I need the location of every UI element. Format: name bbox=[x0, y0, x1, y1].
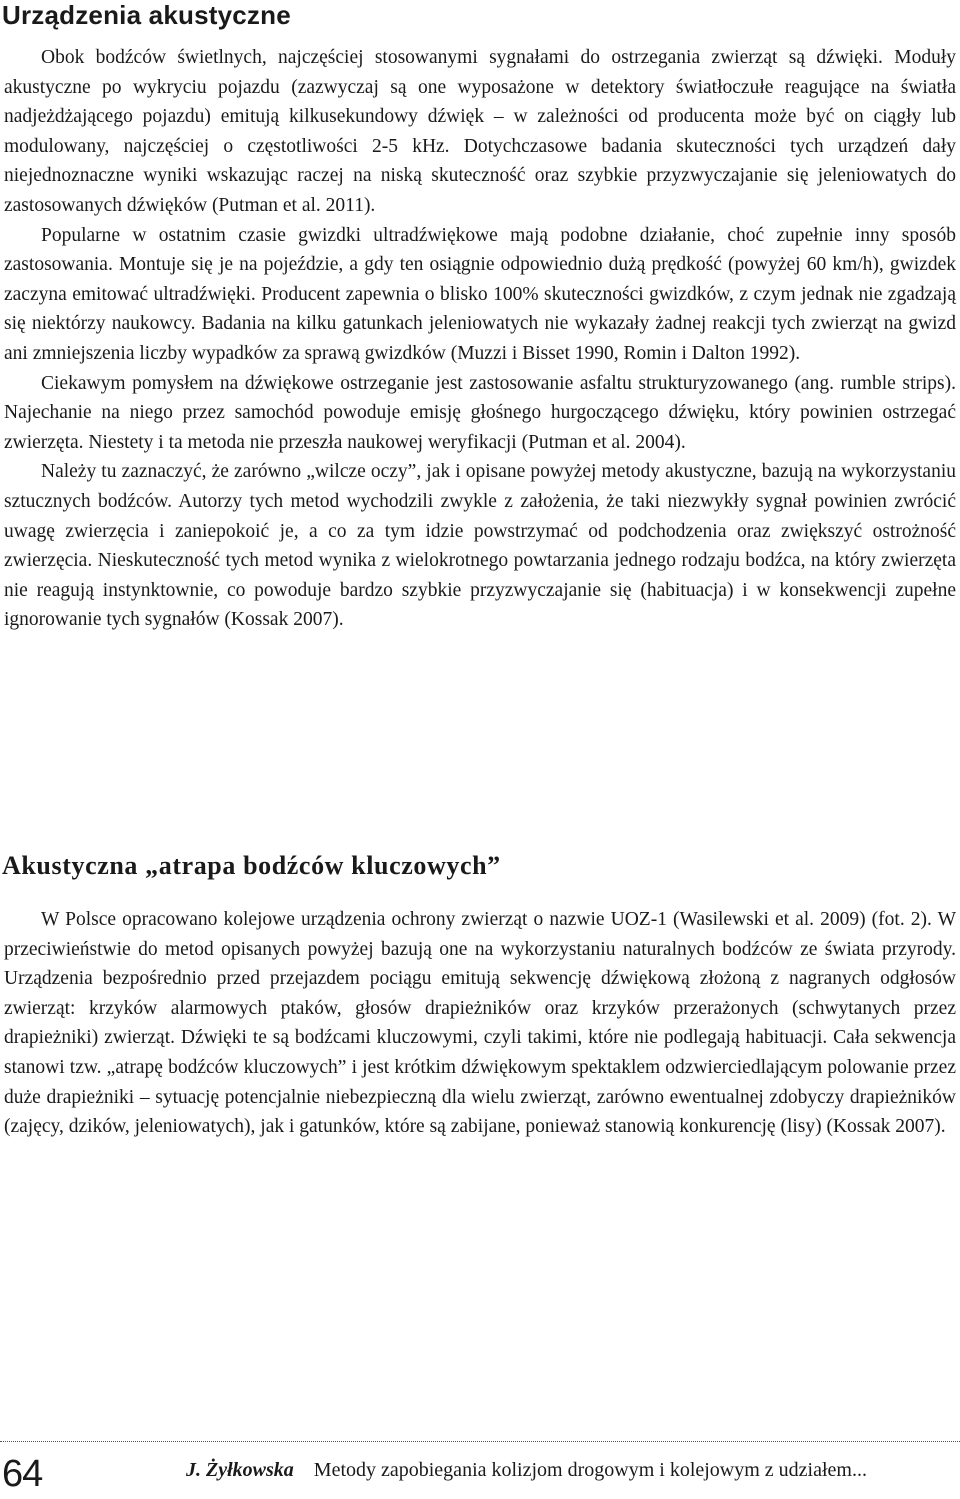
paragraph: Należy tu zaznaczyć, że zarówno „wilcze oczy”, jak i opisane powyżej metody akustyczne, bazują na wykorzystaniu sztucznych bodźców. Autorzy tych metod wychodzili zwykle z założenia, że taki niezwykły sygnał powinien zwrócić uwagę zwierzęcia i zaniepokoić je, a co za tym idzie powstrzymać od podchodzenia oraz zwiększyć ostrożność zwierzęcia. Nieskuteczność tych metod wynika z wielokrotnego powtarzania jednego rodzaju bodźca, na który zwierzęta nie reagują instynktownie, co powoduje bardzo szybkie przyzwyczajanie się (habituacja) i w konsekwencji zupełne ignorowanie tych sygnałów (Kossak 2007). bbox=[4, 461, 956, 631]
footer-title: Metody zapobiegania kolizjom drogowym i kolejowym z udziałem... bbox=[313, 1459, 867, 1481]
paragraph: Ciekawym pomysłem na dźwiękowe ostrzeganie jest zastosowanie asfaltu strukturyzowanego (ang. rumble strips). Najechanie na niego przez samochód powoduje emisję głośnego hurgoczącego dźwięku, który powinien ostrzegać zwierzęta. Niestety i ta metoda nie przeszła naukowej weryfikacji (Putman et al. 2004). bbox=[4, 372, 956, 453]
paragraph: Obok bodźców świetlnych, najczęściej stosowanymi sygnałami do ostrzegania zwierząt są dźwięki. Moduły akustyczne po wykryciu pojazdu (zazwyczaj są one wyposażone w detektory światłoczułe reagujące na światła nadjeżdżającego pojazdu) emitują kilkusekundowy dźwięk – w zależności od producenta może być on ciągły lub modulowany, najczęściej o częstotliwości 2-5 kHz. Dotychczasowe badania skuteczności tych urządzeń dały niejednoznaczne wyniki wskazując raczej na niską skuteczność oraz szybkie przyzwyczajanie się jeleniowatych do zastosowanych dźwięków (Putman et al. 2011). bbox=[4, 47, 956, 216]
footer-divider bbox=[0, 1441, 960, 1443]
running-footer bbox=[186, 1457, 867, 1483]
page-number: 64 bbox=[2, 1453, 43, 1495]
section-body-key-stimuli bbox=[4, 905, 956, 1142]
section-title-acoustic-devices: Urządzenia akustyczne bbox=[2, 0, 291, 30]
section-title-key-stimuli: Akustyczna „atrapa bodźców kluczowych” bbox=[2, 851, 501, 880]
paragraph: Popularne w ostatnim czasie gwizdki ultradźwiękowe mają podobne działanie, choć zupełnie inny sposób zastosowania. Montuje się je na pojeździe, a gdy ten osiągnie odpowiednio dużą prędkość (powyżej 60 km/h), gwizdek zaczyna emitować ultradźwięki. Producent zapewnia o blisko 100% skuteczności gwizdków, z czym jednak nie zgadzają się niektórzy naukowcy. Badania na kilku gatunkach jeleniowatych nie wykazały żadnej reakcji tych zwierząt na gwizd ani zmniejszenia liczby wypadków za sprawą gwizdków (Muzzi i Bisset 1990, Romin i Dalton 1992). bbox=[4, 224, 956, 364]
section-body-acoustic-devices bbox=[4, 43, 956, 635]
paragraph: W Polsce opracowano kolejowe urządzenia ochrony zwierząt o nazwie UOZ-1 (Wasilewski et al. 2009) (fot. 2). W przeciwieństwie do metod opisanych powyżej bazują one na wykorzystaniu naturalnych bodźców ze świata przyrody. Urządzenia bezpośrednio przed przejazdem pociągu emitują sekwencję dźwiękową złożoną z nagranych odgłosów zwierząt: krzyków alarmowych ptaków, głosów drapieżników oraz krzyków przerażonych (schwytanych przez drapieżniki) zwierząt. Dźwięki te są bodźcami kluczowymi, czyli takimi, które nie podlegają habituacji. Cała sekwencja stanowi tzw. „atrapę bodźców kluczowych” i jest krótkim dźwiękowym spektaklem odzwierciedlającym polowanie przez duże drapieżniki – sytuację potencjalnie niebezpieczną dla wielu zwierząt, zarówno ewentualnej zdobyczy drapieżników (zajęcy, dzików, jeleniowatych), jak i gatunków, które są zabijane, ponieważ stanowią konkurencję (lisy) (Kossak 2007). bbox=[4, 909, 956, 1138]
footer-author: J. Żyłkowska bbox=[186, 1459, 294, 1481]
